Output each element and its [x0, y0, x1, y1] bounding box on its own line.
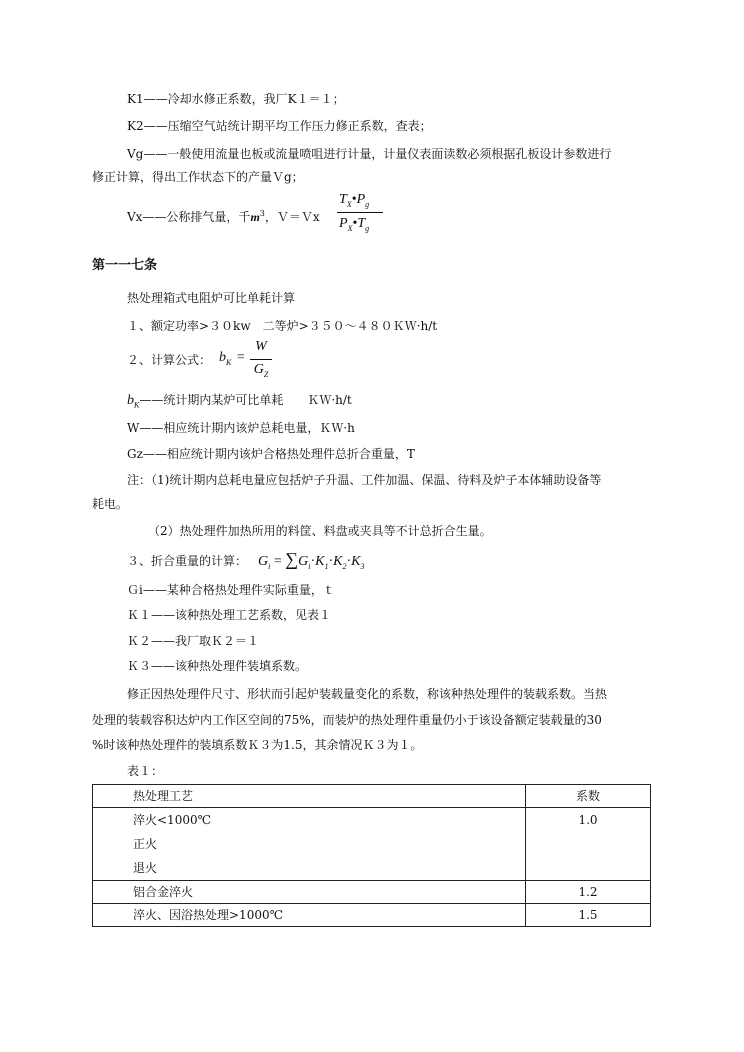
- header-process: 热处理工艺: [93, 785, 526, 808]
- bk-fraction: [250, 337, 272, 381]
- paragraph-line-1: 修正因热处理件尺寸、形状而引起炉装载量变化的系数，称该种热处理件的装载系数。当热: [127, 687, 608, 701]
- weight-formula: $G_i = \sum G_i\cdot K_1\cdot K_2\cdot K_3$: [258, 549, 365, 571]
- w-definition: W——相应统计期内该炉总耗电量，ＫＷ·h: [127, 421, 355, 435]
- k2-definition: K2——压缩空气站统计期平均工作压力修正系数，查表；: [127, 119, 432, 133]
- note-1-line-1: 注：（1)统计期内总耗电量应包括炉子升温、工件加温、保温、待料及炉子本体辅助设备等: [127, 473, 602, 487]
- process-cell: 铝合金淬火: [93, 881, 526, 904]
- note-1-line-2: 耗电。: [92, 497, 129, 511]
- note-2: （2）热处理件加热所用的料筐、料盘或夹具等不计总折合生量。: [148, 524, 492, 538]
- table-caption: 表１：: [127, 764, 164, 778]
- vx-fraction-bar: [337, 212, 383, 213]
- header-coefficient: 系数: [526, 785, 651, 808]
- bk-definition: $b_K——$统计期内某炉可比单耗 ＫＷ·h/t: [127, 393, 352, 410]
- table-row: [93, 904, 651, 927]
- vg-definition-line-1: Vg——一般使用流量也板或流量喷咀进行计量，计量仪表面读数必须根据孔板设计参数进行: [127, 147, 612, 161]
- coefficient-cell: 1.5: [526, 904, 651, 927]
- vx-unit-exponent: 3: [259, 209, 265, 218]
- process-cell: 淬火<1000℃ 正火 退火: [93, 808, 526, 881]
- process-cell: 淬火、因浴热处理>1000℃: [93, 904, 526, 927]
- paragraph-line-3: %时该种热处理件的装填系数Ｋ３为1.5，其余情况Ｋ３为１。: [92, 738, 423, 752]
- table-row: [93, 881, 651, 904]
- bk-numerator: W: [255, 339, 267, 354]
- paragraph-line-2: 处理的装载容积达炉内工作区空间的75%，而装炉的热处理件重量仍小于该设备额定装载量的30: [92, 713, 602, 727]
- k1-definition: K1——冷却水修正系数，我厂K１＝１；: [127, 92, 345, 106]
- k2-factory-value: Ｋ２——我厂取Ｋ２＝１: [127, 634, 260, 648]
- coefficient-table: [92, 784, 651, 927]
- vx-denominator: $P_X•T_g$: [339, 216, 370, 233]
- vg-definition-line-2: 修正计算，得出工作状态下的产量Ｖg；: [92, 170, 304, 184]
- vx-definition: [127, 206, 320, 225]
- gz-definition: Gz——相应统计期内该炉合格热处理件总折合重量，T: [127, 447, 415, 461]
- vx-equation-text: ，Ｖ＝Ｖx: [264, 210, 320, 224]
- item-1-rated-power: １、额定功率>３０kw 二等炉>３５０～４８０ＫＷ·h/t: [127, 319, 438, 333]
- article-heading: 第一一七条: [92, 258, 158, 273]
- table-header-row: [93, 785, 651, 808]
- section-subtitle: 热处理箱式电阻炉可比单耗计算: [127, 291, 296, 305]
- gi-definition: Ｇi——某种合格热处理件实际重量，ｔ: [127, 583, 335, 597]
- k3-definition: Ｋ３——该种热处理件装填系数。: [127, 659, 308, 673]
- item-2-label: ２、计算公式：: [127, 353, 212, 367]
- bk-denominator: $G_Z$: [253, 362, 269, 379]
- vx-fraction: [337, 190, 383, 240]
- bk-fraction-bar: [250, 359, 272, 360]
- coefficient-cell: 1.2: [526, 881, 651, 904]
- vx-numerator: $T_X•P_g$: [339, 192, 370, 209]
- bk-formula-lhs: $b_K$ =: [219, 350, 245, 367]
- item-3-label: ３、折合重量的计算：: [127, 554, 248, 568]
- k1-process-coefficient: Ｋ１——该种热处理工艺系数，见表１: [127, 608, 332, 622]
- coefficient-cell: 1.0: [526, 808, 651, 881]
- vx-unit: m: [250, 210, 260, 224]
- table-row: [93, 808, 651, 881]
- vx-definition-text: Vx——公称排气量，千: [127, 210, 251, 224]
